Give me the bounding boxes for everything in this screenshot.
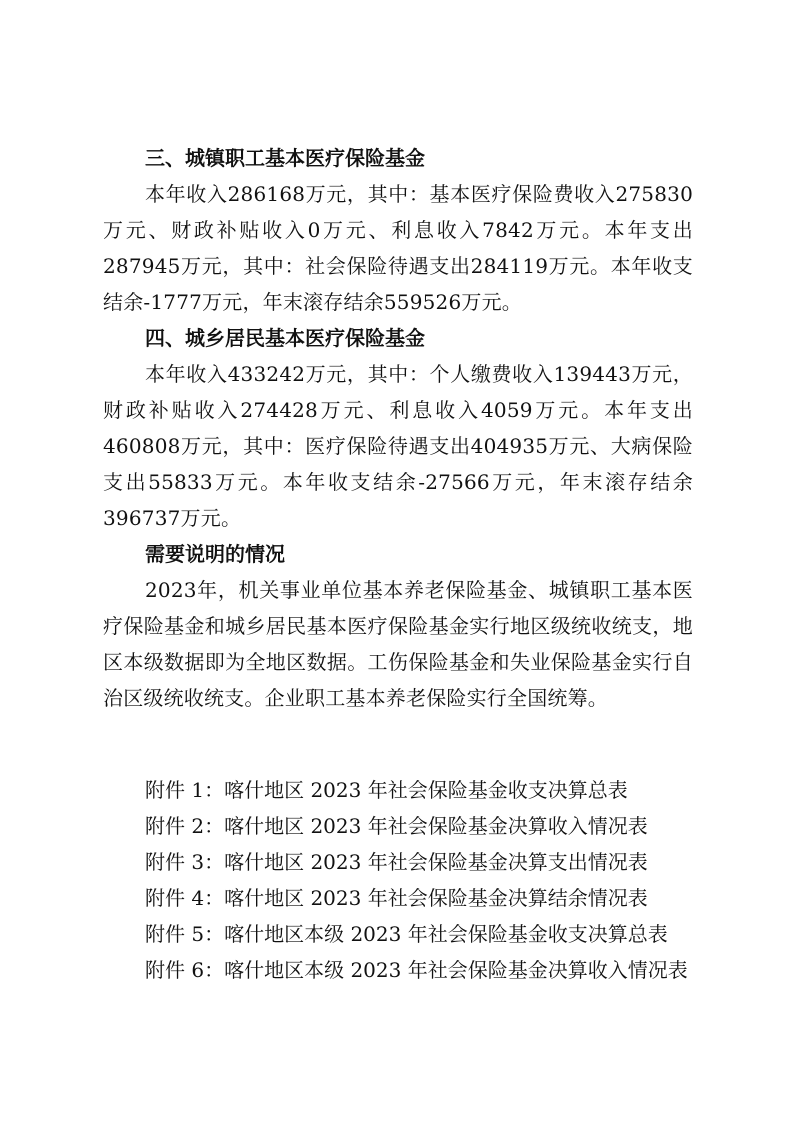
document-body bbox=[103, 140, 693, 716]
section-paragraph-urban-employee-medical: 本年收入286168万元，其中：基本医疗保险费收入275830万元、财政补贴收入0万元、利息收入7842万元。本年支出287945万元，其中：社会保险待遇支出284119万元。本年收支结余-1777万元，年末滚存结余559526万元。 bbox=[103, 182, 693, 314]
attachment-item-6: 附件 6：喀什地区本级 2023 年社会保险基金决算收入情况表 bbox=[145, 958, 688, 982]
attachment-item-3: 附件 3：喀什地区 2023 年社会保险基金决算支出情况表 bbox=[145, 850, 648, 874]
attachment-item-2: 附件 2：喀什地区 2023 年社会保险基金决算收入情况表 bbox=[145, 814, 648, 838]
section-paragraph-urban-rural-resident-medical: 本年收入433242万元，其中：个人缴费收入139443万元，财政补贴收入274428万元、利息收入4059万元。本年支出460808万元，其中：医疗保险待遇支出404935万元、大病保险支出55833万元。本年收支结余-27566万元，年末滚存结余396737万元。 bbox=[103, 362, 693, 530]
section-heading-urban-employee-medical: 三、城镇职工基本医疗保险基金 bbox=[145, 146, 425, 170]
attachment-item-1: 附件 1：喀什地区 2023 年社会保险基金收支决算总表 bbox=[145, 778, 628, 802]
attachment-item-4: 附件 4：喀什地区 2023 年社会保险基金决算结余情况表 bbox=[145, 886, 648, 910]
section-heading-notes: 需要说明的情况 bbox=[145, 542, 285, 566]
attachment-item-5: 附件 5：喀什地区本级 2023 年社会保险基金收支决算总表 bbox=[145, 922, 668, 946]
attachment-list bbox=[145, 772, 705, 988]
section-heading-urban-rural-resident-medical: 四、城乡居民基本医疗保险基金 bbox=[145, 326, 425, 350]
section-paragraph-notes: 2023年，机关事业单位基本养老保险基金、城镇职工基本医疗保险基金和城乡居民基本医疗保险基金实行地区级统收统支，地区本级数据即为全地区数据。工伤保险基金和失业保险基金实行自治区级统收统支。企业职工基本养老保险实行全国统筹。 bbox=[103, 578, 693, 710]
